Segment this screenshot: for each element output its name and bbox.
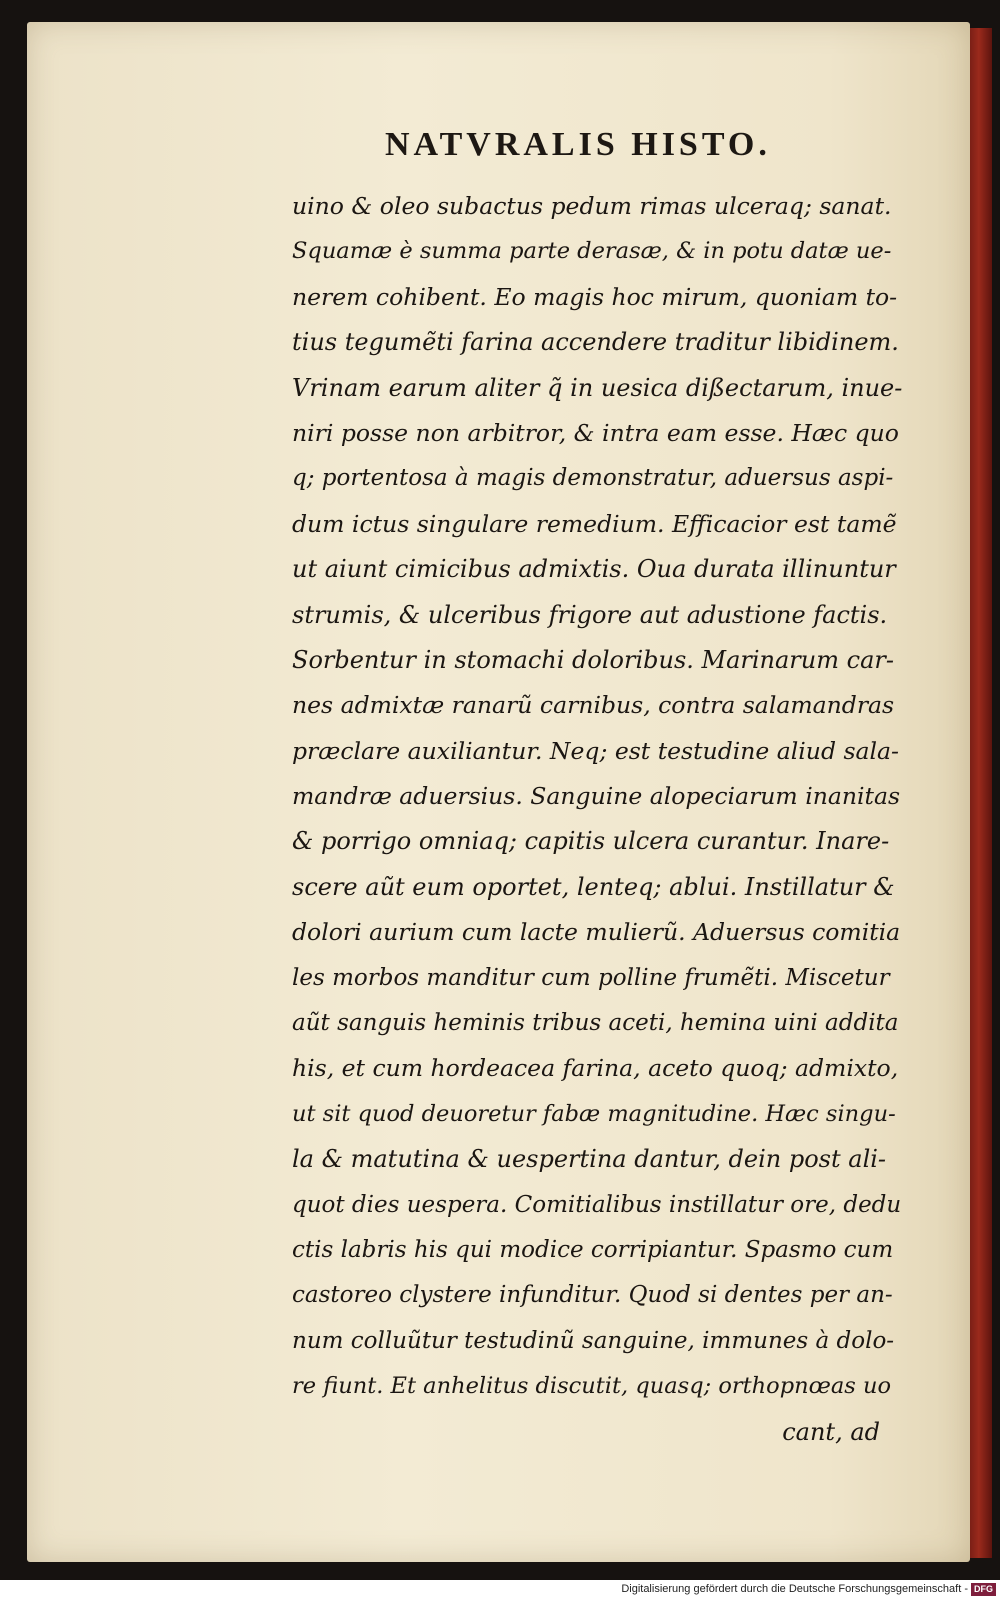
page-edge (970, 28, 992, 1558)
text-line: les morbos manditur cum polline frumẽti. Miscetur (292, 964, 890, 991)
text-line: ut sit quod deuoretur fabæ magnitudine. Hæc singu- (292, 1100, 896, 1127)
text-line: niri posse non arbitror, & intra eam esse. Hæc quo (292, 418, 899, 447)
text-line: scere aũt eum oportet, lenteq; ablui. Instillatur & (292, 872, 895, 901)
text-line: strumis, & ulceribus frigore aut adustione factis. (292, 600, 888, 629)
text-line: his, et cum hordeacea farina, aceto quoq; admixto, (292, 1054, 899, 1083)
text-line: nerem cohibent. Eo magis hoc mirum, quoniam to- (292, 282, 898, 311)
footer-bar (0, 1580, 1000, 1600)
text-line: cant, ad (782, 1417, 880, 1446)
text-line: num colluũtur testudinũ sanguine, immunes à dolo- (292, 1327, 895, 1354)
dfg-logo-icon: DFG (971, 1583, 996, 1596)
text-line: quot dies uespera. Comitialibus instillatur ore, dedu (292, 1191, 902, 1218)
text-line: castoreo clystere infunditur. Quod si dentes per an- (292, 1282, 893, 1309)
text-line: tius tegumẽti farina accendere traditur libidinem. (292, 328, 899, 357)
text-line: ctis labris his qui modice corripiantur. Spasmo cum (292, 1236, 894, 1263)
text-line: dum ictus singulare remedium. Efficacior est tamẽ (292, 509, 897, 538)
running-head: NATVRALIS HISTO. (385, 126, 771, 163)
text-line: Vrinam earum aliter q̃ in uesica dißectarum, inue- (292, 373, 902, 402)
text-line: nes admixtæ ranarũ carnibus, contra salamandras (292, 691, 895, 720)
text-line: uino & oleo subactus pedum rimas ulceraq; sanat. (292, 192, 892, 220)
text-line: ut aiunt cimicibus admixtis. Oua durata illinuntur (292, 555, 896, 584)
text-line: dolori aurium cum lacte mulierũ. Aduersus comitia (292, 918, 901, 947)
text-line: Sorbentur in stomachi doloribus. Marinarum car- (292, 645, 894, 674)
footer-credit: Digitalisierung gefördert durch die Deutsche Forschungsgemeinschaft - (621, 1583, 968, 1595)
text-line: mandræ aduersius. Sanguine alopeciarum inanitas (292, 782, 901, 811)
text-block (292, 184, 902, 1455)
text-line: re fiunt. Et anhelitus discutit, quasq; orthopnœas uo (292, 1373, 891, 1400)
text-line: la & matutina & uespertina dantur, dein post ali- (292, 1145, 887, 1174)
text-line: aũt sanguis heminis tribus aceti, hemina uini addita (292, 1010, 899, 1037)
text-line: præclare auxiliantur. Neq; est testudine aliud sala- (292, 736, 899, 765)
text-line: & porrigo omniaq; capitis ulcera curantur. Inare- (292, 827, 890, 856)
text-line: q; portentosa à magis demonstratur, aduersus aspi- (292, 465, 894, 492)
text-line: Squamæ è summa parte derasæ, & in potu datæ ue- (292, 238, 892, 265)
